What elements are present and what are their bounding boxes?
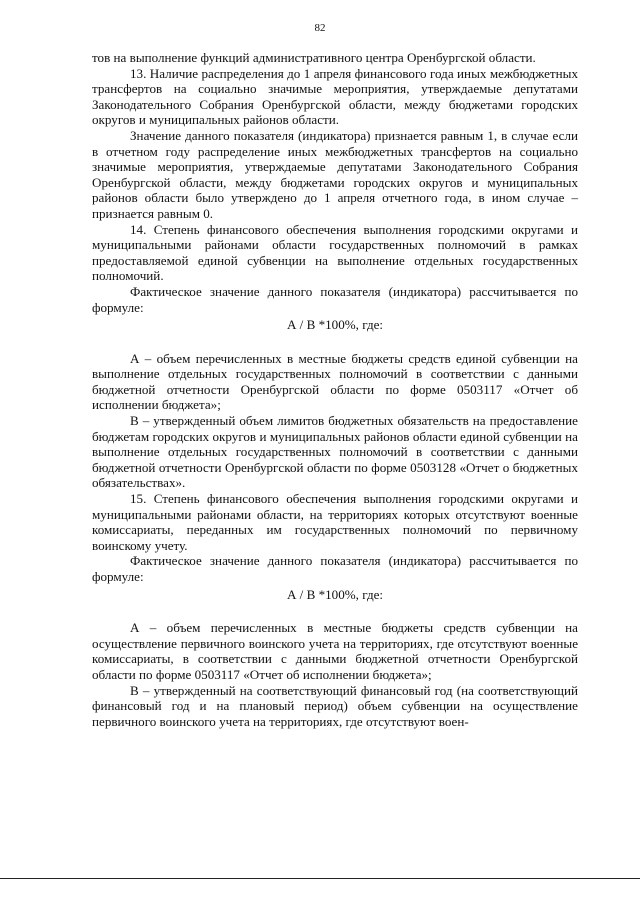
page-number: 82 — [314, 22, 326, 34]
item-13-heading: 13. Наличие распределения до 1 апреля финансового года иных межбюджетных трансфертов на социально значимые мероприятия, утверждаемые депутатами Законодательного Собрания Оренбургской области, между бюджетами городских округов и муниципальных районов области. — [92, 65, 578, 128]
item-15-formula: А / В *100%, где: — [286, 586, 384, 602]
item-14-formula-intro: Фактическое значение данного показателя (индикатора) рассчитывается по формуле: — [92, 283, 578, 315]
item-14-heading: 14. Степень финансового обеспечения выполнения городскими округами и муниципальными районами области государственных полномочий в рамках предоставляемой единой субвенции на выполнение отдельных государственных полномочий. — [92, 221, 578, 284]
bottom-border-line — [0, 878, 640, 879]
item-13-value-rule: Значение данного показателя (индикатора) признается равным 1, в случае если в отчетном году распределение иных межбюджетных трансфертов на социально значимые мероприятия, утверждаемые депутатами Законодательного Собрания Оренбургской области, между бюджетами городских округов и муниципальных районов области было утверждено до 1 апреля отчетного года, в ином случае – признается равным 0. — [92, 127, 578, 221]
item-14-definition-b: В – утвержденный объем лимитов бюджетных обязательств на предоставление бюджетам городских округов и муниципальных районов области единой субвенции на выполнение отдельных государственных полномочий в соответствии с данными бюджетной отчетности Оренбургской области по форме 0503128 «Отчет о бюджетных обязательствах». — [92, 413, 578, 491]
item-15-definition-b: В – утвержденный на соответствующий финансовый год (на соответствующий финансовый год и на плановый период) объем субвенции на осуществление первичного воинского учета на территориях, где отсутствуют воен- — [92, 682, 578, 729]
document-body — [92, 50, 578, 729]
item-15-formula-intro: Фактическое значение данного показателя (индикатора) рассчитывается по формуле: — [92, 553, 578, 584]
item-14-definition-a: А – объем перечисленных в местные бюджеты средств единой субвенции на выполнение отдельных государственных полномочий в соответствии с данными бюджетной отчетности Оренбургской области по форме 0503117 «Отчет об исполнении бюджета»; — [92, 350, 578, 413]
item-15-definition-a: А – объем перечисленных в местные бюджеты средств субвенции на осуществление первичного воинского учета на территориях, где отсутствуют военные комиссариаты, в соответствии с данными бюджетной отчетности Оренбургской области по форме 0503117 «Отчет об исполнении бюджета»; — [92, 620, 578, 682]
paragraph-continuation: тов на выполнение функций административного центра Оренбургской области. — [92, 50, 536, 65]
item-15-heading: 15. Степень финансового обеспечения выполнения городскими округами и муниципальными районами области, на территориях которых отсутствуют военные комиссариаты, переданных им государственных полномочий по первичному воинскому учету. — [92, 491, 578, 553]
item-14-formula: А / В *100%, где: — [286, 317, 384, 333]
